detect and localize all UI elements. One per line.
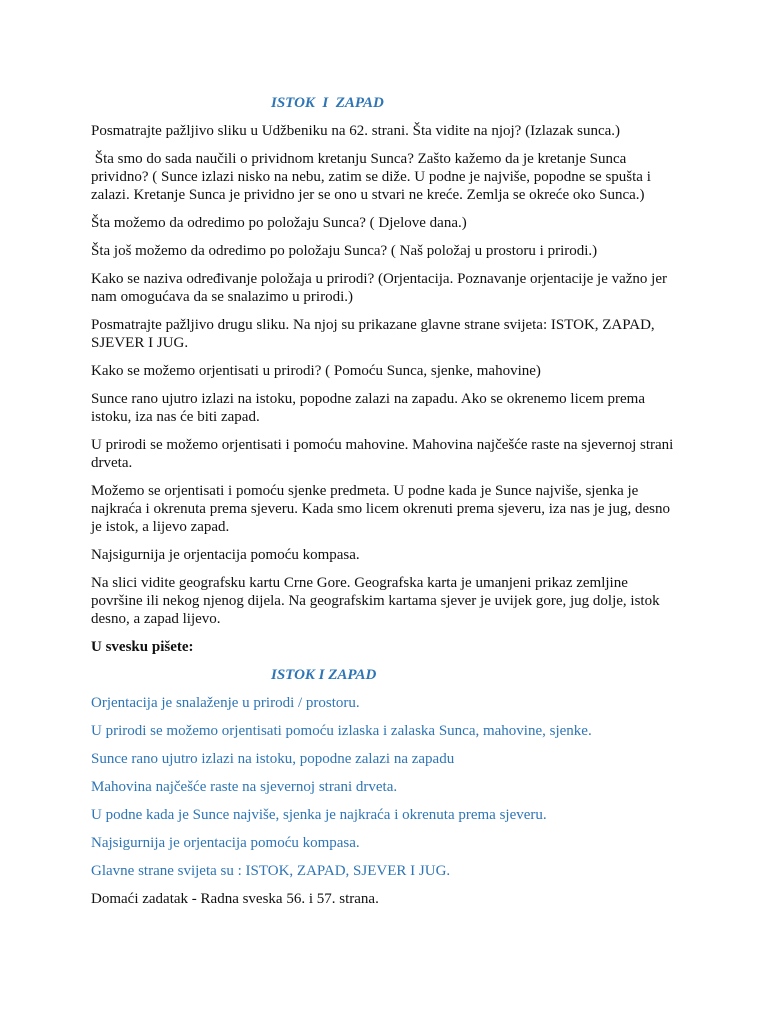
paragraph: Na slici vidite geografsku kartu Crne Gore. Geografska karta je umanjeni prikaz zemljine površine ili nekog njenog dijela. Na geografskim kartama sjever je uvijek gore, jug dolje, istok desno, a zapad lijevo. <box>91 575 660 627</box>
homework-note: Domaći zadatak - Radna sveska 56. i 57. strana. <box>91 891 379 907</box>
paragraph: Posmatrajte pažljivo sliku u Udžbeniku na 62. strani. Šta vidite na njoj? (Izlazak sunca.) <box>91 123 621 139</box>
paragraph: Kako se naziva određivanje položaja u prirodi? (Orjentacija. Poznavanje orjentacije je važno jer nam omogućava da se snalazimo u prirodi.) <box>91 271 667 305</box>
notebook-line: Mahovina najčešće raste na sjevernoj strani drveta. <box>91 779 398 795</box>
notebook-line: Glavne strane svijeta su : ISTOK, ZAPAD, SJEVER I JUG. <box>91 863 451 879</box>
notebook-line: Sunce rano ujutro izlazi na istoku, popodne zalazi na zapadu <box>91 751 455 767</box>
paragraph: Najsigurnija je orjentacija pomoću kompasa. <box>91 547 360 563</box>
paragraph: U prirodi se možemo orjentisati i pomoću mahovine. Mahovina najčešće raste na sjevernoj strani drveta. <box>91 437 674 471</box>
paragraph: Sunce rano ujutro izlazi na istoku, popodne zalazi na zapadu. Ako se okrenemo licem prema istoku, iza nas će biti zapad. <box>91 391 645 425</box>
notebook-line: U podne kada je Sunce najviše, sjenka je najkraća i okrenuta prema sjeveru. <box>91 807 547 823</box>
paragraph: Možemo se orjentisati i pomoću sjenke predmeta. U podne kada je Sunce najviše, sjenka je najkraća i okrenuta prema sjeveru. Kada smo licem okrenuti prema sjeveru, iza nas je jug, desno je istok, a lijevo zapad. <box>91 483 670 535</box>
notebook-title: ISTOK I ZAPAD <box>271 667 377 683</box>
notebook-line: Najsigurnija je orjentacija pomoću kompasa. <box>91 835 360 851</box>
notebook-line: U prirodi se možemo orjentisati pomoću izlaska i zalaska Sunca, mahovine, sjenke. <box>91 723 592 739</box>
notebook-line: Orjentacija je snalaženje u prirodi / prostoru. <box>91 695 360 711</box>
document-title: ISTOK I ZAPAD <box>271 95 384 111</box>
paragraph: Kako se možemo orjentisati u prirodi? ( Pomoću Sunca, sjenke, mahovine) <box>91 363 541 379</box>
paragraph: Šta možemo da odredimo po položaju Sunca? ( Djelove dana.) <box>91 215 467 231</box>
notebook-heading: U svesku pišete: <box>91 639 194 655</box>
paragraph: Posmatrajte pažljivo drugu sliku. Na njoj su prikazane glavne strane svijeta: ISTOK, ZAPAD, SJEVER I JUG. <box>91 317 655 351</box>
paragraph: Šta smo do sada naučili o prividnom kretanju Sunca? Zašto kažemo da je kretanje Sunca prividno? ( Sunce izlazi nisko na nebu, zatim se diže. U podne je najviše, popodne se spušta i zalazi. Kretanje Sunca je prividno jer se ono u stvari ne kreće. Zemlja se okreće oko Sunca.) <box>91 151 655 203</box>
paragraph: Šta još možemo da odredimo po položaju Sunca? ( Naš položaj u prostoru i prirodi.) <box>91 243 598 259</box>
document-body <box>91 94 681 918</box>
